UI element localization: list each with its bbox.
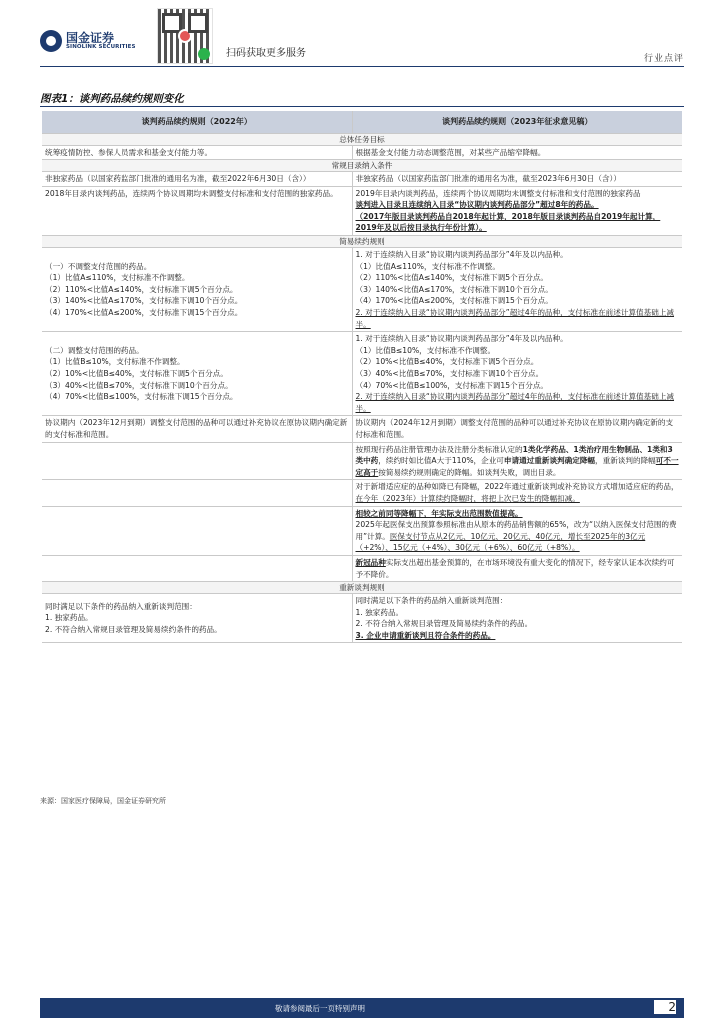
footer-bar: [40, 998, 684, 1018]
figure-title: 图表1：谈判药品续约规则变化: [40, 93, 184, 105]
cell-line: （3）140%<比值A≤170%，支付标准下调10个百分点。: [45, 296, 243, 306]
cell-line: 2. 不符合纳入常规目录管理及简易续约条件的药品。: [355, 619, 533, 629]
cell-line: （1）比值B≤10%，支付标准不作调整。: [355, 345, 496, 355]
cell-line: 同时满足以下条件的药品纳入重新谈判范围：: [355, 596, 508, 606]
cell-line: 1. 对于连续纳入目录“协议期内谈判药品部分”4年及以内品种。: [355, 250, 568, 260]
cell-2023: [352, 186, 682, 235]
logo-en-text: SINOLINK SECURITIES: [66, 44, 136, 50]
cell-2022: [42, 332, 352, 416]
cell-2022: [42, 594, 352, 643]
cell-line-emphasis: 3. 企业申请重新谈判且符合条件的药品。: [355, 630, 496, 640]
figure-title-rule: [40, 106, 684, 107]
section-row: [42, 582, 682, 594]
section-title: 总体任务目标: [42, 133, 682, 145]
cell-line: （3）140%<比值A≤170%，支付标准下调10个百分点。: [355, 284, 553, 294]
cell-2023: [352, 555, 682, 581]
cell-line: （4）170%<比值A≤200%，支付标准下调15个百分点。: [355, 296, 553, 306]
cell-line-emphasis: 2. 对于连续纳入目录“协议期内谈判药品部分”超过4年的品种，支付标准在前述计算值基础上减半。: [355, 392, 675, 413]
cell-2023: [352, 332, 682, 416]
cell-line: 1. 独家药品。: [45, 613, 93, 623]
cell-line: 同时满足以下条件的药品纳入重新谈判范围：: [45, 601, 197, 611]
page-number: 2: [654, 1000, 676, 1014]
cell-text-emphasis: 相较之前同等降幅下，年实际支出范围数值提高。: [355, 508, 523, 518]
cell-line: （1）比值A≤110%，支付标准不作调整。: [45, 273, 190, 283]
cell-2023: [352, 594, 682, 643]
cell-line: （3）40%<比值B≤70%，支付标准下调10个百分点。: [45, 380, 233, 390]
source-note: 来源：国家医疗保障局，国金证券研究所: [40, 797, 166, 805]
text-run-bold: 1类化学药品、1类治疗用生物制品、1类和3类中药: [355, 444, 673, 466]
col-header-2023: 谈判药品续约规则（2023年征求意见稿）: [352, 111, 682, 133]
section-title: 常规目录纳入条件: [42, 160, 682, 172]
cell-2023: [352, 480, 682, 506]
cell-2022-empty: [42, 506, 352, 555]
text-run: 实际支出超出基金预算的，在市场环境没有重大变化的情况下，经专家认证本次续约可予不降价。: [355, 557, 675, 579]
cell-line: 1. 对于连续纳入目录“协议期内谈判药品部分”4年及以内品种。: [355, 334, 568, 344]
text-run-bold: 申请通过重新谈判确定降幅: [503, 456, 596, 466]
cell-2022: 统筹疫情防控、参保人员需求和基金支付能力等。: [42, 145, 352, 160]
table-row: [42, 442, 682, 480]
rules-comparison-table: [42, 111, 682, 643]
cell-2023: 非独家药品（以国家药监部门批准的通用名为准，截至2023年6月30日（含））: [352, 172, 682, 187]
table-row: [42, 172, 682, 187]
text-run: 对于新增适应症的品种如降已有降幅，2022年通过重新谈判或补充协议方式增加适应症的药品，: [355, 482, 679, 492]
table-row: [42, 186, 682, 235]
table-row: [42, 416, 682, 442]
cell-2023: 协议期内（2024年12月到期）调整支付范围的品种可以通过补充协议在原协议期内确定新的支付标准和范围。: [352, 416, 682, 442]
cell-2022-empty: [42, 480, 352, 506]
cell-2022: 非独家药品（以国家药监部门批准的通用名为准，截至2022年6月30日（含））: [42, 172, 352, 187]
cell-2023: [352, 442, 682, 480]
section-title: 简易续约规则: [42, 236, 682, 248]
cell-line: （2）10%<比值B≤40%，支付标准下调5个百分点。: [355, 357, 539, 367]
cell-line: （3）40%<比值B≤70%，支付标准下调10个百分点。: [355, 369, 544, 378]
cell-line: （4）70%<比值B≤100%，支付标准下调15个百分点。: [45, 392, 238, 402]
cell-line: （2）110%<比值A≤140%，支付标准下调5个百分点。: [45, 284, 238, 294]
text-run-bold: 可不一定高于: [355, 456, 679, 477]
table-header-row: [42, 111, 682, 133]
cell-line: （4）70%<比值B≤100%，支付标准下调15个百分点。: [355, 380, 549, 390]
cell-2022: 2018年目录内谈判药品，连续两个协议周期均未调整支付标准和支付范围的独家药品。: [42, 186, 352, 235]
logo-mark-icon: [40, 30, 62, 52]
section-row: [42, 236, 682, 248]
table-row: [42, 248, 682, 332]
table-row: [42, 145, 682, 160]
logo-cn-text: 国金证券: [66, 31, 115, 45]
cell-2022-empty: [42, 442, 352, 480]
text-run-bold: 新冠品种: [355, 557, 386, 567]
text-run: ，续约时如比值A大于110%，企业可: [378, 456, 504, 466]
footer-disclaimer: 敬请参阅最后一页特别声明: [275, 1004, 365, 1013]
cell-2023: [352, 248, 682, 332]
cell-text: 2019年目录内谈判药品，连续两个协议周期均未调整支付标准和支付范围的独家药品: [355, 188, 641, 198]
qr-center-logo-icon: [178, 29, 192, 43]
text-run: 按简易续约规则确定的降幅。如谈判失败，调出目录。: [378, 467, 561, 477]
scan-prompt: 扫码获取更多服务: [226, 48, 306, 59]
cell-line: （一）不调整支付范围的药品。: [45, 261, 152, 271]
cell-line: （二）调整支付范围的药品。: [45, 345, 144, 355]
text-run: 按照现行药品注册管理办法及注册分类标准认定的: [355, 444, 523, 454]
cell-line: 2. 不符合纳入常规目录管理及简易续约条件的药品。: [45, 625, 222, 635]
cell-2023: 根据基金支付能力动态调整范围，对某些产品缩窄降幅。: [352, 145, 682, 160]
cell-2022-empty: [42, 555, 352, 581]
table-row: [42, 555, 682, 581]
section-row: [42, 160, 682, 172]
cell-line: （1）比值A≤110%，支付标准不作调整。: [355, 261, 500, 271]
cell-text-emphasis: （2017年版目录谈判药品自2018年起计算，2018年版目录谈判药品自2019年起计算，2019年及以后按目录执行年份计算）。: [355, 211, 661, 233]
page-header: [0, 0, 724, 72]
cell-2022: [42, 248, 352, 332]
section-row: [42, 133, 682, 145]
text-run-underline: 在今年（2023年）计算续约降幅时，将把上次已发生的降幅扣减。: [355, 493, 580, 503]
cell-line: （1）比值B≤10%，支付标准不作调整。: [45, 357, 185, 367]
text-run: ，重新谈判的降幅: [595, 456, 656, 466]
cell-line: （4）170%<比值A≤200%，支付标准下调15个百分点。: [45, 308, 243, 318]
table-row: [42, 480, 682, 506]
header-divider: [40, 66, 684, 67]
cell-line: 1. 独家药品。: [355, 607, 404, 617]
company-logo: [40, 30, 140, 54]
table-row: [42, 332, 682, 416]
wechat-icon: [198, 48, 210, 60]
section-title: 重新谈判规则: [42, 582, 682, 594]
text-run-underline: 医保支付节点从2亿元、10亿元、20亿元、40亿元，增长至2025年的3亿元（+2%）、15亿元（+4%）、30亿元（+6%）、60亿元（+8%）。: [355, 531, 646, 553]
table-row: [42, 594, 682, 643]
cell-line: （2）10%<比值B≤40%，支付标准下调5个百分点。: [45, 369, 228, 378]
text-run: 2025年起医保支出预算参照标准由从原本的药品销售额的65%，改为“以纳入医保支付范围的费用”计算。: [355, 520, 677, 541]
cell-2023: [352, 506, 682, 555]
cell-line: （2）110%<比值A≤140%，支付标准下调5个百分点。: [355, 273, 549, 283]
cell-text-emphasis: 谈判进入目录且连续纳入目录“协议期内谈判药品部分”超过8年的药品。: [355, 200, 599, 210]
report-category: 行业点评: [643, 54, 684, 64]
table-row: [42, 506, 682, 555]
cell-2022: 协议期内（2023年12月到期）调整支付范围的品种可以通过补充协议在原协议期内确定新的支付标准和范围。: [42, 416, 352, 442]
col-header-2022: 谈判药品续约规则（2022年）: [42, 111, 352, 133]
cell-line-emphasis: 2. 对于连续纳入目录“协议期内谈判药品部分”超过4年的品种，支付标准在前述计算值基础上减半。: [355, 308, 675, 329]
